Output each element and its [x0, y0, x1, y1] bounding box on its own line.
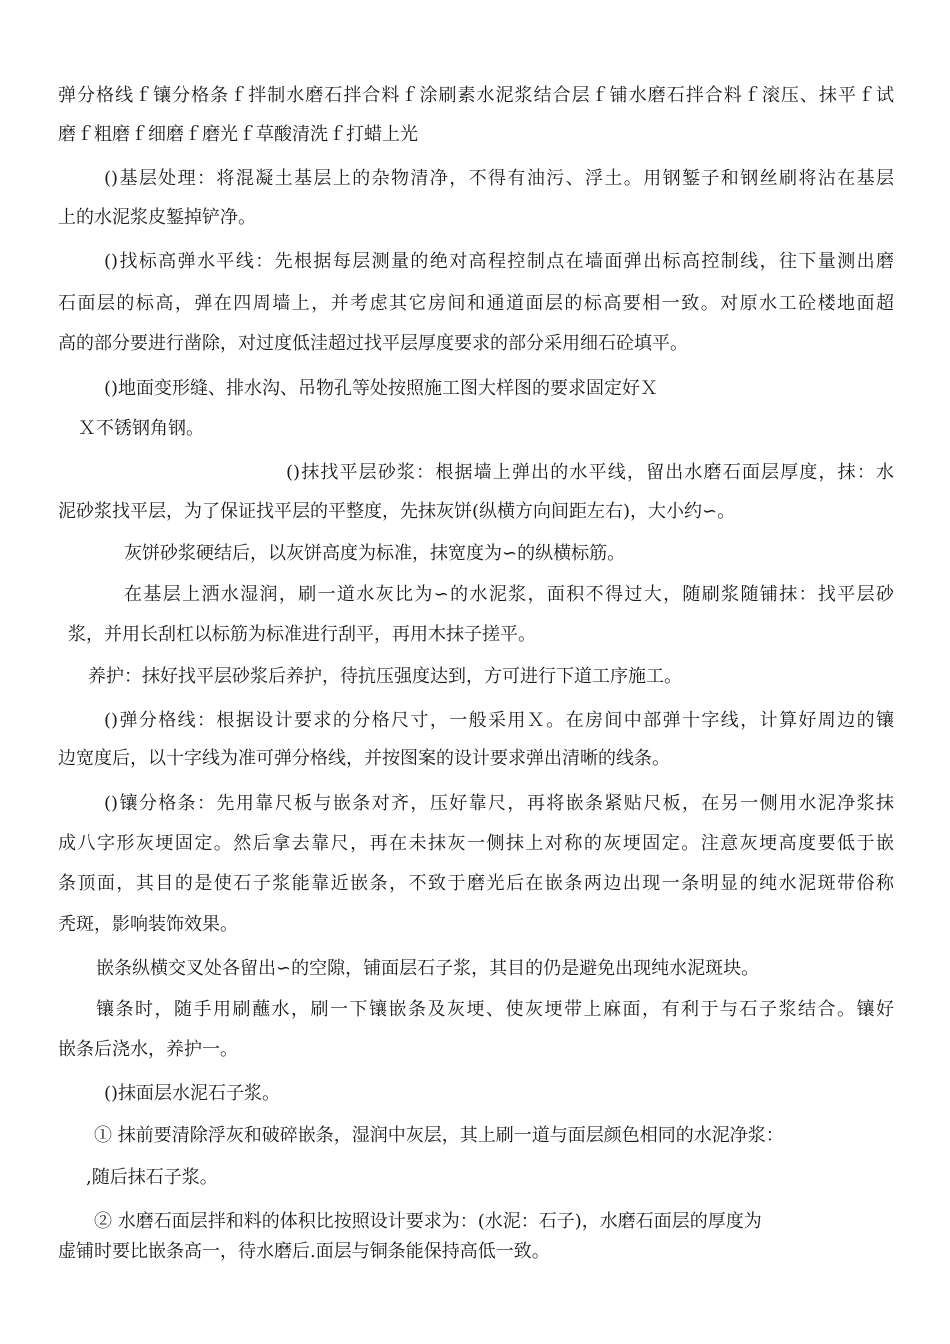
text-line-14: 浆，并用长刮杠以标筋为标准进行刮平，再用木抹子搓平。 — [68, 624, 536, 645]
text-line-12: 灰饼砂浆硬结后，以灰饼高度为标准，抹宽度为∽的纵横标筋。 — [124, 543, 626, 564]
text-line-23: 镶条时，随手用刷蘸水，刷一下镶嵌条及灰埂、使灰埂带上麻面，有利于与石子浆结合。镶好 — [96, 999, 894, 1020]
text-line-4: 上的水泥浆皮錾掉铲净。 — [58, 207, 256, 228]
text-line-21: 秃斑，影响装饰效果。 — [58, 914, 238, 935]
text-line-10: ()抹找平层砂浆：根据墙上弹出的水平线，留出水磨石面层厚度，抹：水 — [286, 462, 894, 483]
text-line-3: ()基层处理：将混凝土基层上的杂物清净，不得有油污、浮土。用钢錾子和钢丝刷将沾在基层 — [104, 168, 894, 189]
text-line-11: 泥砂浆找平层，为了保证找平层的平整度，先抹灰饼(纵横方向间距左右)，大小约∽。 — [58, 501, 736, 522]
text-line-18: ()镶分格条：先用靠尺板与嵌条对齐，压好靠尺，再将嵌条紧贴尺板，在另一侧用水泥净浆抹 — [104, 793, 894, 814]
text-line-24: 嵌条后浇水，养护一。 — [58, 1039, 238, 1060]
text-line-6: 石面层的标高，弹在四周墙上，并考虑其它房间和通道面层的标高要相一致。对原水工砼楼地面超 — [58, 293, 894, 314]
text-line-9: Ｘ不锈钢角钢。 — [78, 418, 204, 439]
text-line-26: ① 抹前要清除浮灰和破碎嵌条，湿润中灰层，其上刷一道与面层颜色相同的水泥净浆： — [94, 1125, 784, 1146]
text-line-27: ,随后抹石子浆。 — [86, 1167, 218, 1188]
text-line-17: 边宽度后，以十字线为准可弹分格线，并按图案的设计要求弹出清晰的线条。 — [58, 748, 670, 769]
text-line-7: 高的部分要进行凿除，对过度低洼超过找平层厚度要求的部分采用细石砼填平。 — [58, 333, 688, 354]
text-line-22: 嵌条纵横交叉处各留出∽的空隙，铺面层石子浆，其目的仍是避免出现纯水泥斑块。 — [96, 958, 760, 979]
text-line-29: 虚铺时要比嵌条高一，待水磨后.面层与铜条能保持高低一致。 — [58, 1241, 550, 1262]
text-line-20: 条顶面，其目的是使石子浆能靠近嵌条，不致于磨光后在嵌条两边出现一条明显的纯水泥斑带俗称 — [58, 873, 894, 894]
text-line-1: 弹分格线ｆ镶分格条ｆ拌制水磨石拌合料ｆ涂刷素水泥浆结合层ｆ铺水磨石拌合料ｆ滚压、抹平ｆ试 — [58, 85, 894, 106]
text-line-15: 养护：抹好找平层砂浆后养护，待抗压强度达到，方可进行下道工序施工。 — [88, 666, 682, 687]
text-line-13: 在基层上洒水湿润，刷一道水灰比为∽的水泥浆，面积不得过大，随刷浆随铺抹：找平层砂 — [124, 584, 894, 605]
text-line-16: ()弹分格线：根据设计要求的分格尺寸，一般采用Ｘ。在房间中部弹十字线，计算好周边的镶 — [104, 710, 894, 731]
text-line-2: 磨ｆ粗磨ｆ细磨ｆ磨光ｆ草酸清洗ｆ打蜡上光 — [58, 124, 418, 145]
text-line-5: ()找标高弹水平线：先根据每层测量的绝对高程控制点在墙面弹出标高控制线，往下量测出磨 — [104, 251, 894, 272]
text-line-25: ()抹面层水泥石子浆。 — [104, 1083, 281, 1104]
text-line-8: ()地面变形缝、排水沟、吊物孔等处按照施工图大样图的要求固定好Ｘ — [104, 378, 659, 399]
text-line-28: ② 水磨石面层拌和料的体积比按照设计要求为：(水泥：石子)，水磨石面层的厚度为 — [94, 1211, 762, 1232]
text-line-19: 成八字形灰埂固定。然后拿去靠尺，再在未抹灰一侧抹上对称的灰埂固定。注意灰埂高度要低于嵌 — [58, 833, 894, 854]
